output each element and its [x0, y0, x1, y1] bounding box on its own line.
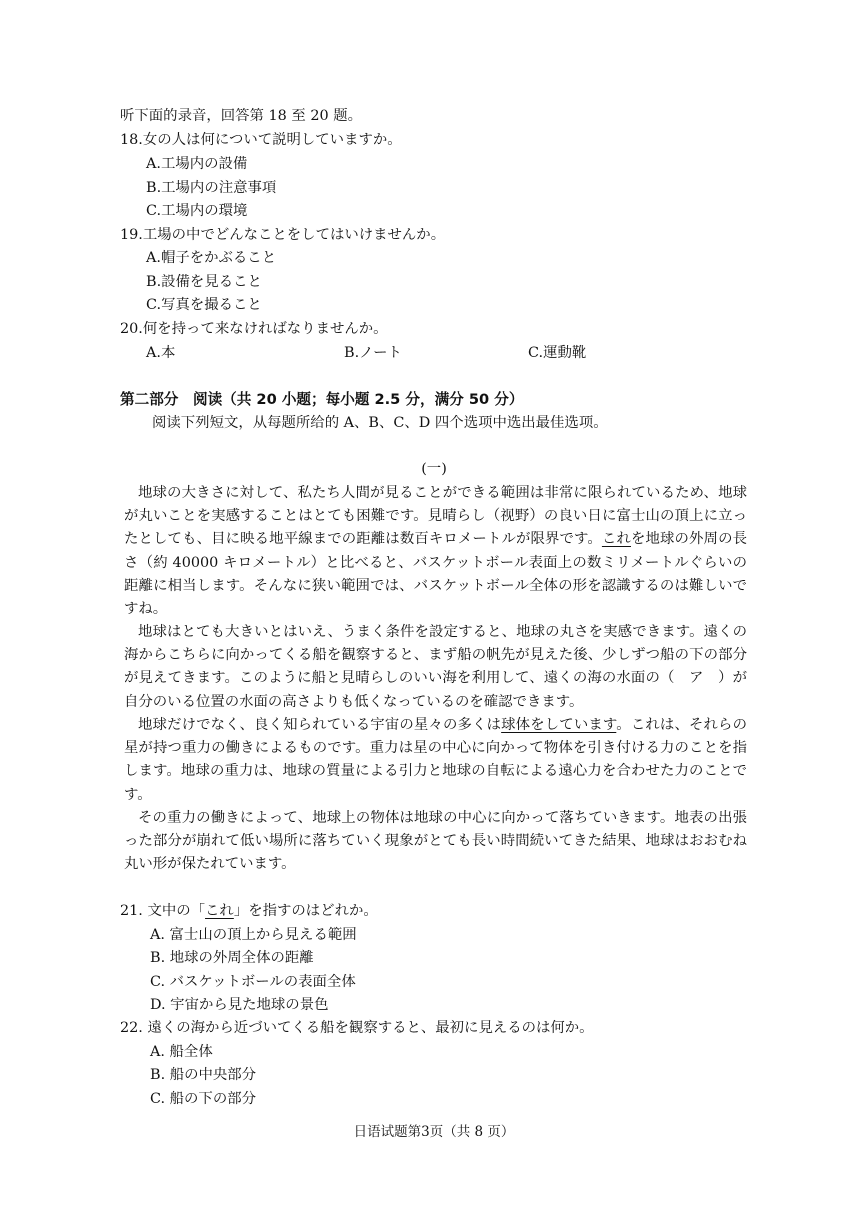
paragraph-3-underlined-phrase: 球体をしています	[501, 717, 617, 733]
question-22-option-b: B. 船の中央部分	[150, 1067, 257, 1083]
question-19-stem: 19.工場の中でどんなことをしてはいけませんか。	[120, 227, 446, 243]
question-19-option-b: B.設備を見ること	[146, 274, 262, 290]
question-20-option-c: C.運動靴	[528, 345, 587, 361]
passage-heading: (一)	[421, 461, 447, 477]
question-21-option-d: D. 宇宙から見た地球の景色	[150, 997, 329, 1013]
paragraph-2-text: 地球はとても大きいとはいえ、うまく条件を設定すると、地球の丸さを実感できます。遠くの海からこちらに向かってくる船を観察すると、まず船の帆先が見えた後、少しずつ船の下の部分が見えてきます。このように船と見晴らしのいい海を利用して、遠くの海の水面の（ ア ）が自分のいる位置の水面の高さよりも低くなっているのを確認できます。	[124, 624, 747, 710]
paragraph-3-text-before: 地球だけでなく、良く知られている宇宙の星々の多くは	[138, 717, 502, 733]
question-20-option-b: B.ノート	[344, 345, 402, 361]
question-21-stem	[120, 901, 378, 921]
question-20-stem: 20.何を持って来なければなりませんか。	[120, 321, 388, 337]
question-18-stem: 18.女の人は何について説明していますか。	[120, 132, 402, 148]
passage-paragraph-1	[124, 482, 747, 621]
reading-section-title: 第二部分 阅读（共 20 小题；每小题 2.5 分，满分 50 分）	[120, 391, 524, 408]
question-19-option-c: C.写真を撮ること	[146, 297, 262, 313]
paragraph-1-text-before: 地球の大きさに対して、私たち人間が見ることができる範囲は非常に限られているため、地球が丸いことを実感することはとても困難です。見晴らし（视野）の良い日に富士山の頂上に立ったとしても、目に映る地平線までの距離は数百キロメートルが限界です。	[124, 485, 747, 548]
listening-instruction: 听下面的录音，回答第 18 至 20 题。	[120, 108, 362, 124]
question-22-option-a: A. 船全体	[150, 1044, 213, 1060]
paragraph-3-text-after: 。これは、それらの星が持つ重力の働きによるものです。重力は星の中心に向かって物体を引き付ける力のことを指します。地球の重力は、地球の質量による引力と地球の自転による遠心力を合わせた力のことです。	[124, 717, 747, 803]
paragraph-4-text: その重力の働きによって、地球上の物体は地球の中心に向かって落ちていきます。地表の出張った部分が崩れて低い場所に落ちていく現象がとても長い時間続いてきた結果、地球はおおむね丸い形が保たれています。	[124, 810, 747, 873]
passage-paragraph-2	[124, 621, 747, 714]
question-20-option-a: A.本	[146, 345, 176, 361]
question-22-option-c: C. 船の下の部分	[150, 1091, 256, 1107]
passage-paragraph-4	[124, 807, 747, 877]
question-18-option-c: C.工場内の環境	[146, 203, 248, 219]
question-18-option-a: A.工場内の設備	[146, 156, 248, 172]
question-21-stem-before: 21. 文中の「	[120, 903, 206, 919]
question-18-option-b: B.工場内の注意事項	[146, 180, 277, 196]
paragraph-1-text-after: を地球の外周の長さ（約 40000 キロメートル）と比べると、バスケットボール表面上の数ミリメートルぐらいの距離に相当します。そんなに狭い範囲では、バスケットボール全体の形を認識するのは難しいですね。	[124, 531, 747, 618]
question-21-underlined-kore: これ	[205, 903, 234, 919]
question-22-stem: 22. 遠くの海から近づいてくる船を観察すると、最初に見えるのは何か。	[120, 1020, 594, 1036]
question-21-option-a: A. 富士山の頂上から見える範囲	[150, 927, 357, 943]
question-21-stem-after: 」を指すのはどれか。	[233, 903, 378, 919]
reading-instruction: 阅读下列短文，从每题所给的 A、B、C、D 四个选项中选出最佳选项。	[152, 415, 608, 431]
question-19-option-a: A.帽子をかぶること	[146, 250, 277, 266]
page-footer: 日语试题第3页（共 8 页）	[353, 1124, 515, 1140]
paragraph-1-underlined-kore: これ	[601, 531, 631, 548]
passage-paragraph-3	[124, 714, 747, 807]
question-21-option-b: B. 地球の外周全体の距離	[150, 950, 314, 966]
question-21-option-c: C. バスケットボールの表面全体	[150, 974, 356, 990]
